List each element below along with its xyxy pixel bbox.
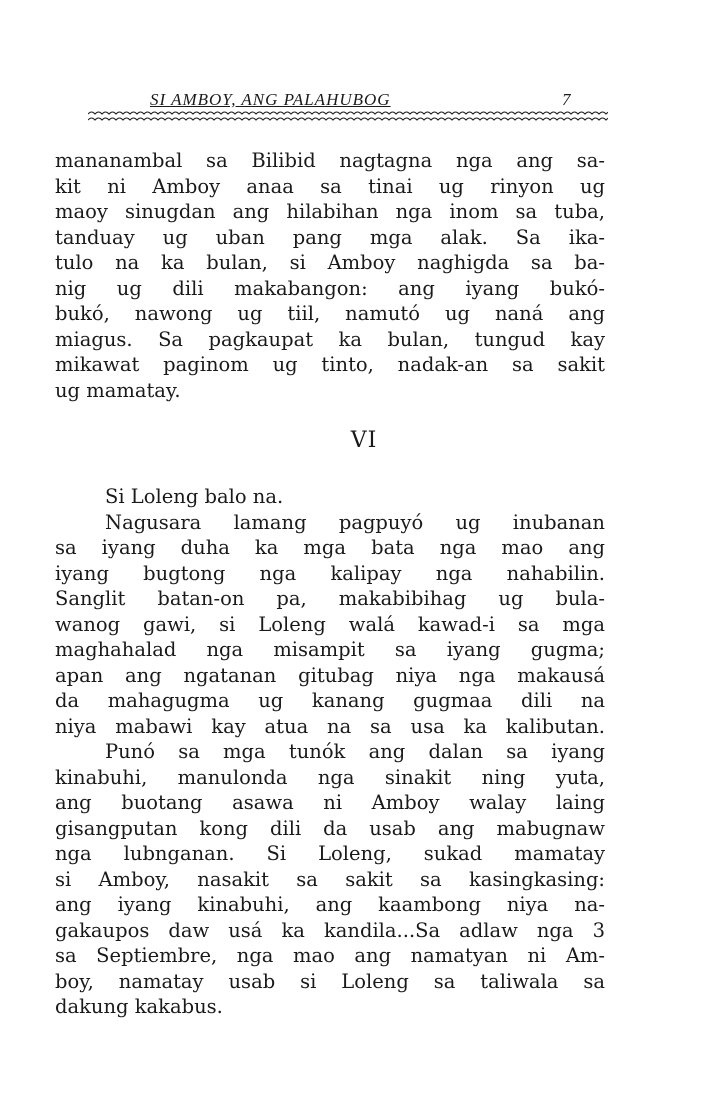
- text-line: si Amboy, nasakit sa sakit sa kasingkasing:: [55, 867, 605, 891]
- text-line: da mahagugma ug kanang gugmaa dili na: [55, 689, 605, 712]
- paragraph-continued: [55, 148, 605, 403]
- text-line: Sanglit batan-on pa, makabibihag ug bula-: [55, 587, 605, 610]
- text-line: maghahalad nga misampit sa iyang gugma;: [55, 638, 605, 661]
- text-line: maoy sinugdan ang hilabihan nga inom sa tuba,: [55, 200, 605, 223]
- text-line: ug mamatay.: [55, 378, 181, 402]
- text-line: Punó sa mga tunók ang dalan sa iyang: [105, 740, 605, 763]
- text-line: tanduay ug uban pang mga alak. Sa ika-: [55, 225, 605, 249]
- text-line: sa Septiembre, nga mao ang namatyan ni Am-: [55, 944, 605, 967]
- text-line: nig ug dili makabangon: ang iyang bukó-: [55, 276, 605, 300]
- text-line: bukó, nawong ug tiil, namutó ug naná ang: [55, 302, 605, 325]
- section-heading: VI: [350, 428, 378, 453]
- text-line: niya mabawi kay atua na sa usa ka kalibutan.: [55, 714, 605, 738]
- text-line: dakung kakabus.: [55, 995, 223, 1018]
- text-line: sa iyang duha ka mga bata nga mao ang: [55, 536, 605, 559]
- text-line: gakaupos daw usá ka kandila...Sa adlaw nga 3: [55, 918, 605, 942]
- text-line: mikawat paginom ug tinto, nadak-an sa sakit: [55, 353, 605, 376]
- page-number: 7: [562, 90, 572, 109]
- text-line: kit ni Amboy anaa sa tinai ug rinyon ug: [55, 174, 605, 198]
- text-line: Si Loleng balo na.: [105, 485, 284, 508]
- text-line: nga lubnganan. Si Loleng, sukad mamatay: [55, 842, 605, 865]
- text-line: miagus. Sa pagkaupat ka bulan, tungud kay: [55, 327, 605, 351]
- text-line: mananambal sa Bilibid nagtagna nga ang sa-: [55, 149, 605, 172]
- running-title: SI AMBOY, ANG PALAHUBOG: [150, 90, 391, 109]
- text-line: ang iyang kinabuhi, ang kaambong niya na-: [55, 893, 605, 916]
- text-line: apan ang ngatanan gitubag niya nga makausá: [55, 663, 605, 687]
- chapter-body: [55, 484, 605, 1020]
- wavy-ornament-rule: [88, 110, 608, 124]
- text-line: wanog gawi, si Loleng walá kawad-i sa mga: [55, 612, 605, 636]
- text-line: ang buotang asawa ni Amboy walay laing: [55, 791, 605, 814]
- text-line: gisangputan kong dili da usab ang mabugnaw: [55, 816, 605, 840]
- text-line: tulo na ka bulan, si Amboy naghigda sa ba-: [55, 251, 605, 274]
- text-line: kinabuhi, manulonda nga sinakit ning yuta,: [55, 765, 605, 789]
- text-line: Nagusara lamang pagpuyó ug inubanan: [105, 510, 605, 534]
- text-line: iyang bugtong nga kalipay nga nahabilin.: [55, 561, 605, 585]
- text-line: boy, namatay usab si Loleng sa taliwala sa: [55, 969, 605, 993]
